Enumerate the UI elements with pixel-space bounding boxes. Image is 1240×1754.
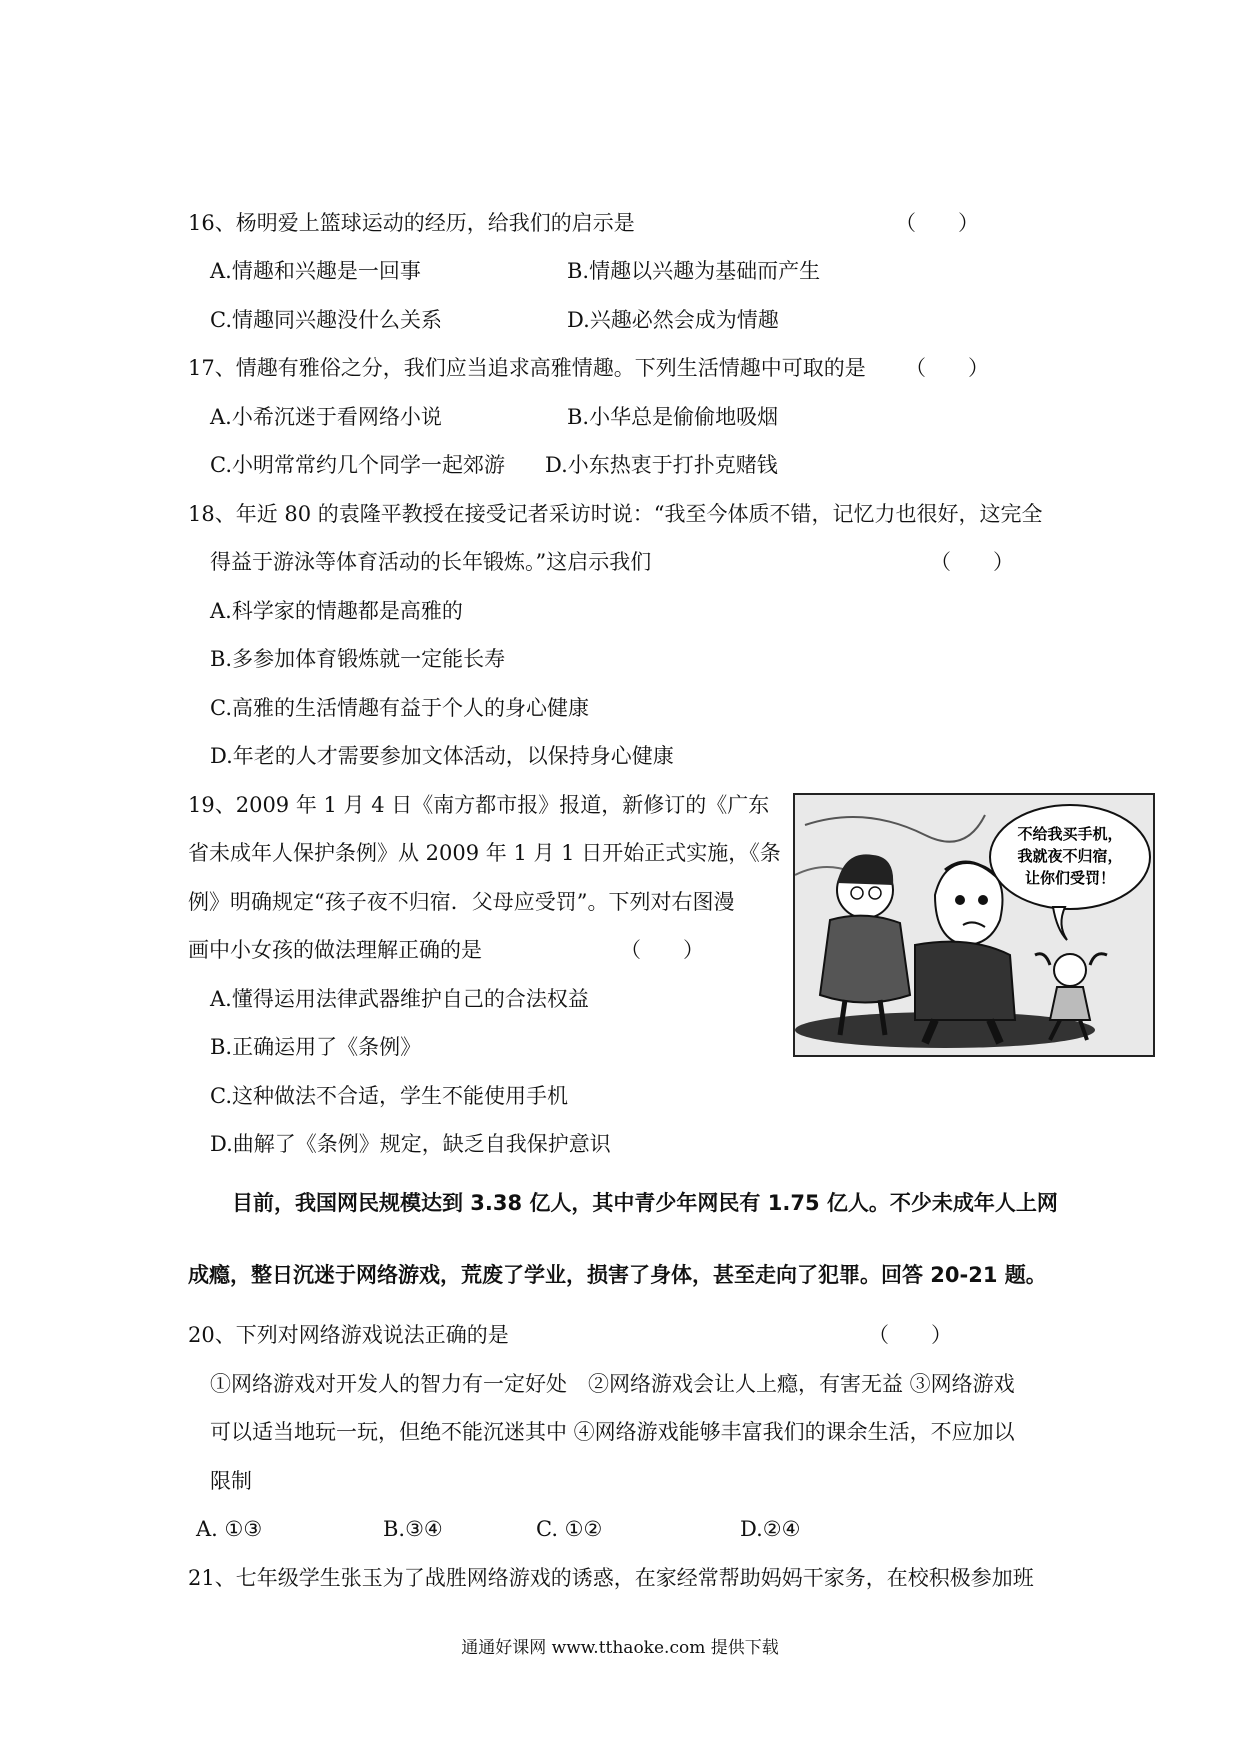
q21-stem: 21、七年级学生张玉为了战胜网络游戏的诱惑，在家经常帮助妈妈干家务，在校积极参加班 — [188, 1566, 1034, 1590]
q16-option-a: A.情趣和兴趣是一回事 — [210, 259, 421, 283]
q20-option-b: B.③④ — [383, 1517, 443, 1541]
q16-option-c: C.情趣同兴趣没什么关系 — [210, 308, 442, 332]
q16-option-b: B.情趣以兴趣为基础而产生 — [567, 259, 821, 283]
q18-stem-line2: 得益于游泳等体育活动的长年锻炼。”这启示我们 — [210, 550, 652, 574]
q20-answer-paren: （ ） — [868, 1323, 952, 1347]
q17-option-a: A.小希沉迷于看网络小说 — [210, 405, 442, 429]
q19-stem-line3: 例》明确规定“孩子夜不归宿．父母应受罚”。下列对右图漫 — [188, 890, 735, 914]
q17-option-d: D.小东热衷于打扑克赌钱 — [545, 453, 778, 477]
q17-answer-paren: （ ） — [905, 356, 989, 380]
bubble-line3: 让你们受罚！ — [1024, 869, 1116, 887]
q18-answer-paren: （ ） — [930, 550, 1014, 574]
q20-option-d: D.②④ — [740, 1517, 801, 1541]
q20-body-line2: 可以适当地玩一玩，但绝不能沉迷其中 ④网络游戏能够丰富我们的课余生活，不应加以 — [210, 1420, 1015, 1444]
q19-answer-paren: （ ） — [620, 938, 704, 962]
q18-option-b: B.多参加体育锻炼就一定能长寿 — [210, 647, 506, 671]
intro-line1: 目前，我国网民规模达到 3.38 亿人，其中青少年网民有 1.75 亿人。不少未成年人上网 — [232, 1191, 1058, 1215]
q20-body-line1: ①网络游戏对开发人的智力有一定好处 ②网络游戏会让人上瘾，有害无益 ③网络游戏 — [210, 1372, 1015, 1396]
q20-body-line3: 限制 — [210, 1469, 252, 1493]
q17-option-b: B.小华总是偷偷地吸烟 — [567, 405, 779, 429]
q19-option-a: A.懂得运用法律武器维护自己的合法权益 — [210, 987, 589, 1011]
q19-stem-line2: 省未成年人保护条例》从 2009 年 1 月 1 日开始正式实施，《条 — [188, 841, 781, 865]
bubble-line2: 我就夜不归宿， — [1017, 847, 1123, 865]
q16-option-d: D.兴趣必然会成为情趣 — [567, 308, 779, 332]
q18-stem-line1: 18、年近 80 的袁隆平教授在接受记者采访时说：“我至今体质不错，记忆力也很好，这完全 — [188, 502, 1043, 526]
q16-stem: 16、杨明爱上篮球运动的经历，给我们的启示是 — [188, 211, 635, 235]
q19-option-b: B.正确运用了《条例》 — [210, 1035, 422, 1059]
q19-stem-line4: 画中小女孩的做法理解正确的是 — [188, 938, 482, 962]
q18-option-a: A.科学家的情趣都是高雅的 — [210, 599, 463, 623]
cartoon-figure — [793, 793, 1155, 1057]
intro-line2: 成瘾，整日沉迷于网络游戏，荒废了学业，损害了身体，甚至走向了犯罪。回答 20-21 题。 — [188, 1263, 1047, 1287]
q17-stem: 17、情趣有雅俗之分，我们应当追求高雅情趣。下列生活情趣中可取的是 — [188, 356, 866, 380]
q20-stem: 20、下列对网络游戏说法正确的是 — [188, 1323, 509, 1347]
q17-option-c: C.小明常常约几个同学一起郊游 — [210, 453, 505, 477]
q20-option-c: C. ①② — [536, 1517, 603, 1541]
q20-option-a: A. ①③ — [196, 1517, 263, 1541]
bubble-line1: 不给我买手机， — [1017, 825, 1123, 843]
q18-option-d: D.年老的人才需要参加文体活动，以保持身心健康 — [210, 744, 674, 768]
q19-option-d: D.曲解了《条例》规定，缺乏自我保护意识 — [210, 1132, 611, 1156]
q19-stem-line1: 19、2009 年 1 月 4 日《南方都市报》报道，新修订的《广东 — [188, 793, 770, 817]
q18-option-c: C.高雅的生活情趣有益于个人的身心健康 — [210, 696, 589, 720]
q19-option-c: C.这种做法不合适，学生不能使用手机 — [210, 1084, 568, 1108]
page-footer: 通通好课网 www.tthaoke.com 提供下载 — [461, 1638, 779, 1658]
q16-answer-paren: （ ） — [895, 211, 979, 235]
